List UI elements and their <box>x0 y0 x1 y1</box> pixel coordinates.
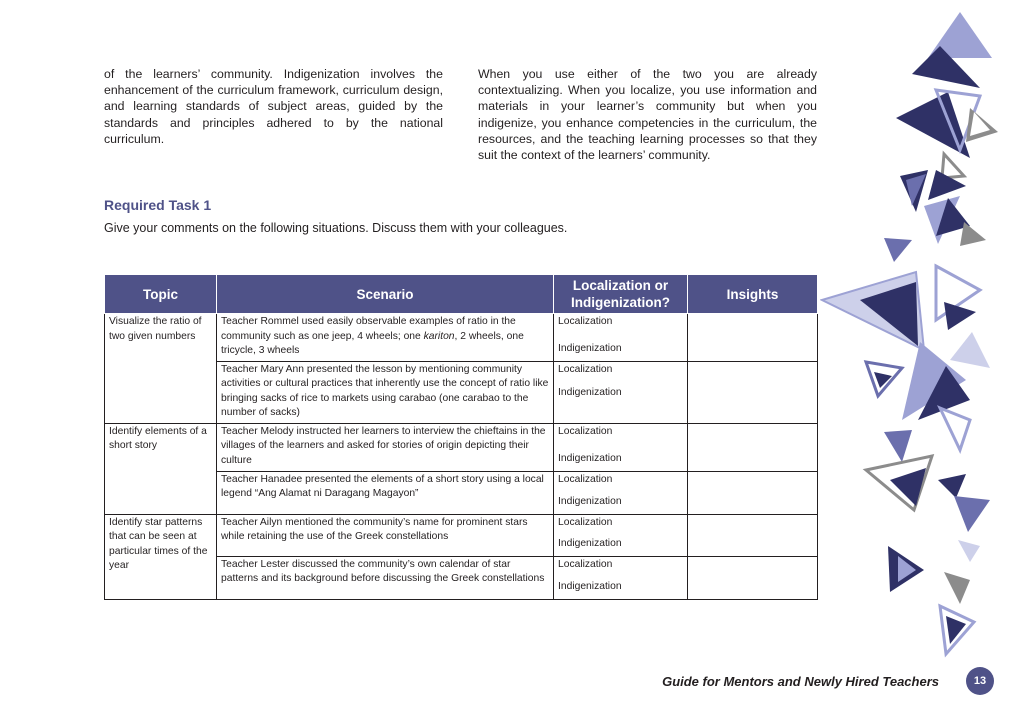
options-cell[interactable] <box>554 423 688 471</box>
triangle-shape <box>944 572 970 604</box>
option-indigenization[interactable]: Indigenization <box>558 496 622 507</box>
page-number-badge: 13 <box>966 667 994 695</box>
scenario-italic-term: kariton <box>423 330 455 342</box>
insights-cell[interactable] <box>688 423 818 471</box>
scenario-cell: Teacher Ailyn mentioned the community’s name for prominent stars while retaining the use of the Greek constellations <box>217 514 554 556</box>
triangle-shape <box>940 408 970 450</box>
scenario-cell: Teacher Hanadee presented the elements of a short story using a local legend “Ang Alamat ni Daragang Magayon” <box>217 471 554 514</box>
insights-cell[interactable] <box>688 361 818 423</box>
decorative-triangles-graphic <box>820 0 1024 660</box>
triangle-shape <box>958 540 980 562</box>
option-localization[interactable]: Localization <box>558 473 613 485</box>
option-indigenization[interactable]: Indigenization <box>558 453 622 464</box>
option-indigenization[interactable]: Indigenization <box>558 538 622 549</box>
option-indigenization[interactable]: Indigenization <box>558 387 622 398</box>
triangle-shape <box>890 468 926 506</box>
task-heading: Required Task 1 <box>104 197 212 213</box>
table-header-row <box>105 275 818 314</box>
option-localization[interactable]: Localization <box>558 363 613 375</box>
right-paragraph: When you use either of the two you are already contextualizing. When you localize, you use information and materials in your learner’s community but when you indigenize, you enhance competencies in the curriculum, the resources, and the teaching learning processes so that they suit the context of the learners’ community. <box>478 67 817 163</box>
triangle-shape <box>874 372 892 388</box>
triangle-shape <box>942 154 964 178</box>
task-table <box>104 274 818 600</box>
triangle-shape <box>960 222 986 246</box>
options-cell[interactable] <box>554 556 688 599</box>
table-row <box>105 514 818 556</box>
options-cell[interactable] <box>554 471 688 514</box>
scenario-cell <box>217 314 554 362</box>
scenario-cell: Teacher Lester discussed the community’s own calendar of star patterns and its background before discussing the Greek constellations <box>217 556 554 599</box>
header-topic: Topic <box>105 275 217 314</box>
option-localization[interactable]: Localization <box>558 516 613 528</box>
header-insights: Insights <box>688 275 818 314</box>
topic-cell: Identify star patterns that can be seen at particular times of the year <box>105 514 217 599</box>
options-cell[interactable] <box>554 314 688 362</box>
scenario-text: , 2 wheels, one tricycle, 3 wheels <box>221 330 524 356</box>
option-localization[interactable]: Localization <box>558 316 613 327</box>
scenario-cell: Teacher Mary Ann presented the lesson by mentioning community activities or cultural practices that inherently use the concept of ratio like bringing sacks of rice to markets using carabao (one carabao to the number of sacks) <box>217 361 554 423</box>
left-paragraph: of the learners’ community. Indigenization involves the enhancement of the curriculum framework, curriculum design, and learning standards of subject areas, guided by the standards and principles adhered to by the national curriculum. <box>104 67 443 146</box>
topic-cell: Identify elements of a short story <box>105 423 217 514</box>
scenario-cell: Teacher Melody instructed her learners to interview the chieftains in the villages of the learners and asked for stories of origin depicting their culture <box>217 423 554 471</box>
insights-cell[interactable] <box>688 314 818 362</box>
scenario-text: Teacher Rommel used easily observable examples of ratio in the community such as one jeep, 4 wheels; one <box>221 316 516 342</box>
option-indigenization[interactable]: Indigenization <box>558 343 622 354</box>
header-scenario: Scenario <box>217 275 554 314</box>
option-localization[interactable]: Localization <box>558 558 613 570</box>
triangle-shape <box>928 170 966 200</box>
topic-cell: Visualize the ratio of two given numbers <box>105 314 217 424</box>
task-instruction: Give your comments on the following situations. Discuss them with your colleagues. <box>104 221 568 235</box>
footer-title: Guide for Mentors and Newly Hired Teachers <box>662 674 939 689</box>
option-localization[interactable]: Localization <box>558 425 613 437</box>
triangle-shape <box>912 12 992 88</box>
triangle-shape <box>946 616 966 644</box>
options-cell[interactable] <box>554 361 688 423</box>
triangle-shape <box>884 238 912 262</box>
triangle-shape <box>950 332 990 368</box>
triangle-shape <box>954 496 990 532</box>
option-indigenization[interactable]: Indigenization <box>558 581 622 592</box>
insights-cell[interactable] <box>688 556 818 599</box>
triangle-shape <box>938 474 966 498</box>
options-cell[interactable] <box>554 514 688 556</box>
triangle-shape <box>884 430 912 462</box>
triangle-shape <box>944 302 976 330</box>
insights-cell[interactable] <box>688 471 818 514</box>
table-row <box>105 314 818 362</box>
header-localization-or-indigenization: Localization or Indigenization? <box>554 275 688 314</box>
insights-cell[interactable] <box>688 514 818 556</box>
table-row <box>105 423 818 471</box>
